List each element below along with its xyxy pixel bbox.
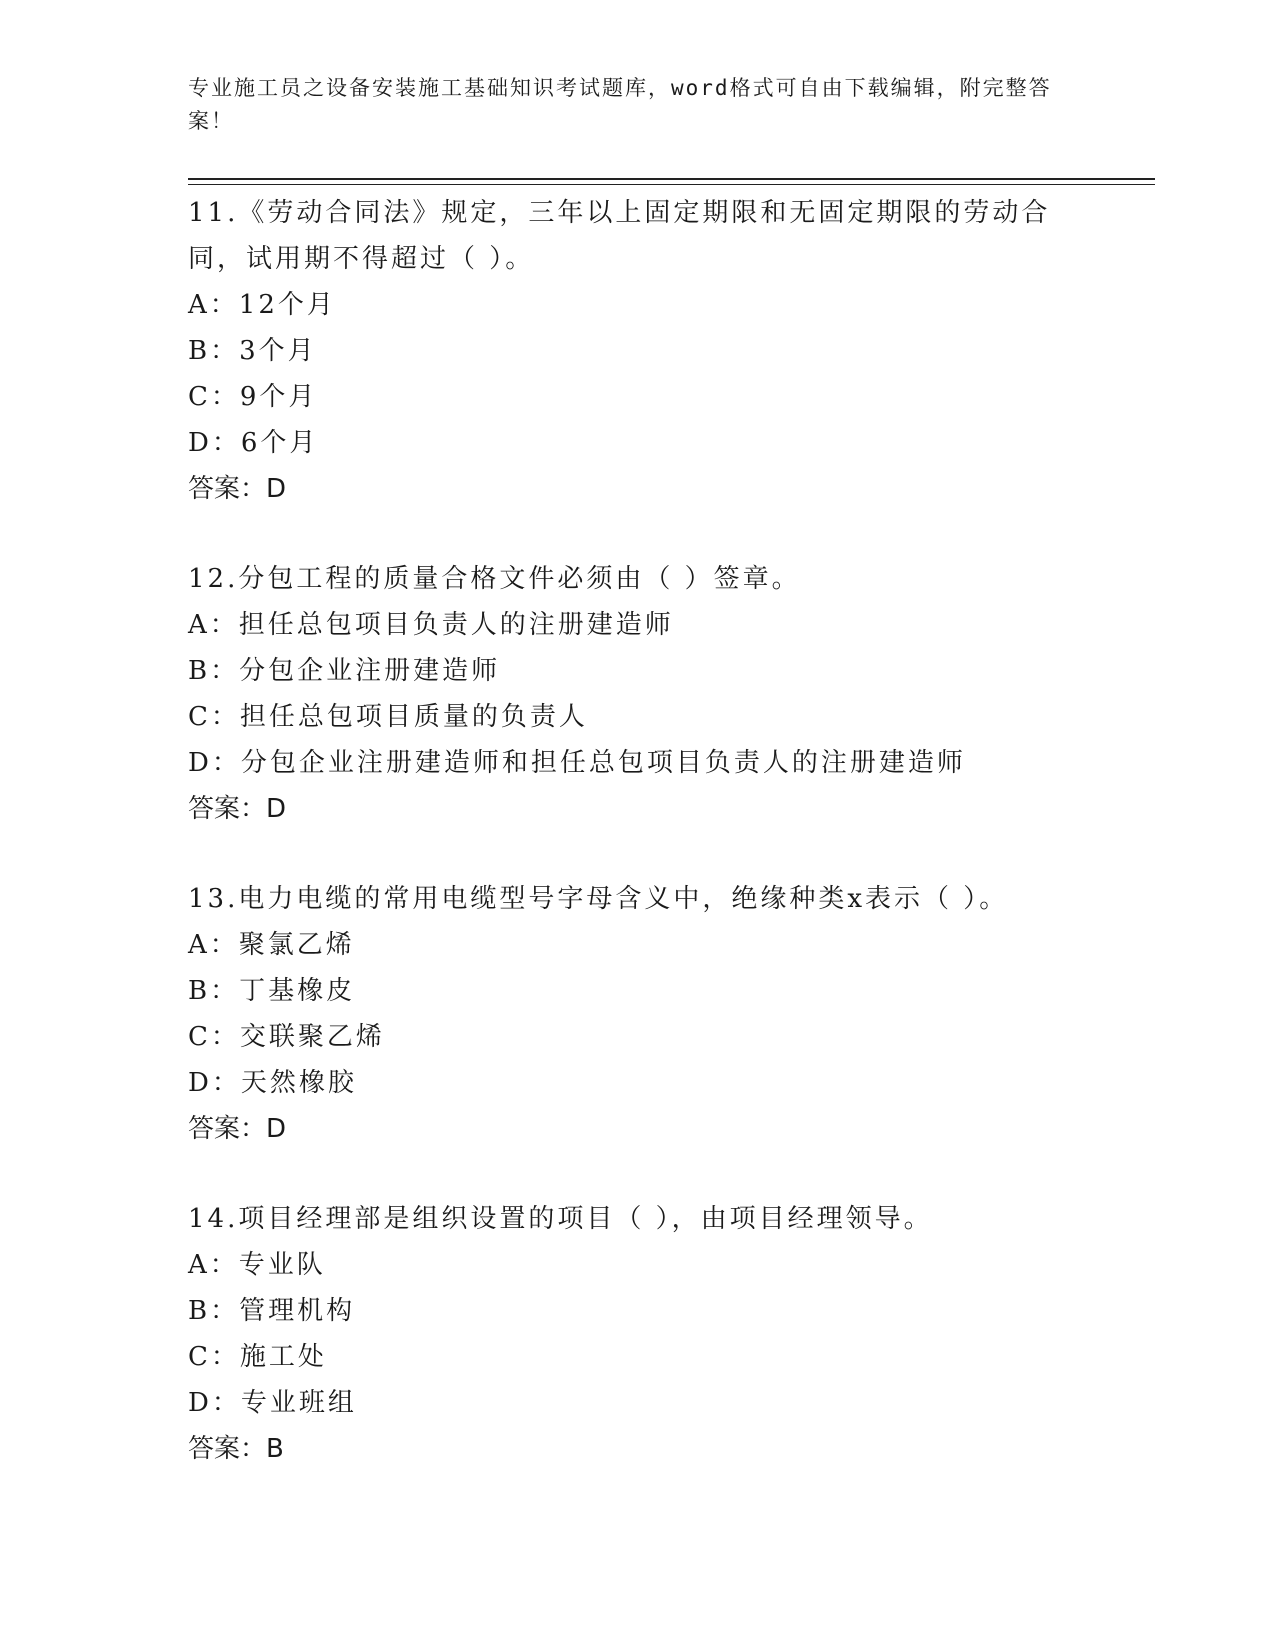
document-header <box>188 72 1068 138</box>
question-gap <box>188 512 1088 556</box>
option-d: D：6个月 <box>188 428 319 458</box>
option-a: A：聚氯乙烯 <box>188 930 355 960</box>
option-c: C：9个月 <box>188 382 318 412</box>
option-d: D：天然橡胶 <box>188 1068 357 1098</box>
option-c: C：交联聚乙烯 <box>188 1022 385 1052</box>
question-gap <box>188 832 1088 876</box>
question-13 <box>188 876 1088 1152</box>
option-b: B：丁基橡皮 <box>188 976 356 1006</box>
answer-line: 答案：D <box>188 794 287 824</box>
answer-line: 答案：B <box>188 1434 284 1464</box>
question-title: 14.项目经理部是组织设置的项目（ ），由项目经理领导。 <box>188 1204 933 1234</box>
option-c: C：担任总包项目质量的负责人 <box>188 702 588 732</box>
option-a: A：担任总包项目负责人的注册建造师 <box>188 610 674 640</box>
option-a: A：12个月 <box>188 290 336 320</box>
option-d: D：专业班组 <box>188 1388 357 1418</box>
answer-line: 答案：D <box>188 474 287 504</box>
answer-line: 答案：D <box>188 1114 287 1144</box>
option-c: C：施工处 <box>188 1342 327 1372</box>
header-text: 专业施工员之设备安装施工基础知识考试题库，word格式可自由下载编辑，附完整答案！ <box>188 76 1052 133</box>
question-title: 13.电力电缆的常用电缆型号字母含义中，绝缘种类x表示（ ）。 <box>188 884 1009 914</box>
option-a: A：专业队 <box>188 1250 326 1280</box>
option-b: B：分包企业注册建造师 <box>188 656 501 686</box>
option-b: B：3个月 <box>188 336 317 366</box>
header-divider-thick <box>188 178 1155 180</box>
question-list <box>188 190 1088 1472</box>
header-divider-thin <box>188 184 1155 185</box>
option-d: D：分包企业注册建造师和担任总包项目负责人的注册建造师 <box>188 748 966 778</box>
question-12 <box>188 556 1088 832</box>
question-11 <box>188 190 1088 512</box>
question-title: 11.《劳动合同法》规定，三年以上固定期限和无固定期限的劳动合同，试用期不得超过（ ）。 <box>188 198 1051 274</box>
question-14 <box>188 1196 1088 1472</box>
question-title: 12.分包工程的质量合格文件必须由（ ）签章。 <box>188 564 801 594</box>
question-gap <box>188 1152 1088 1196</box>
option-b: B：管理机构 <box>188 1296 356 1326</box>
